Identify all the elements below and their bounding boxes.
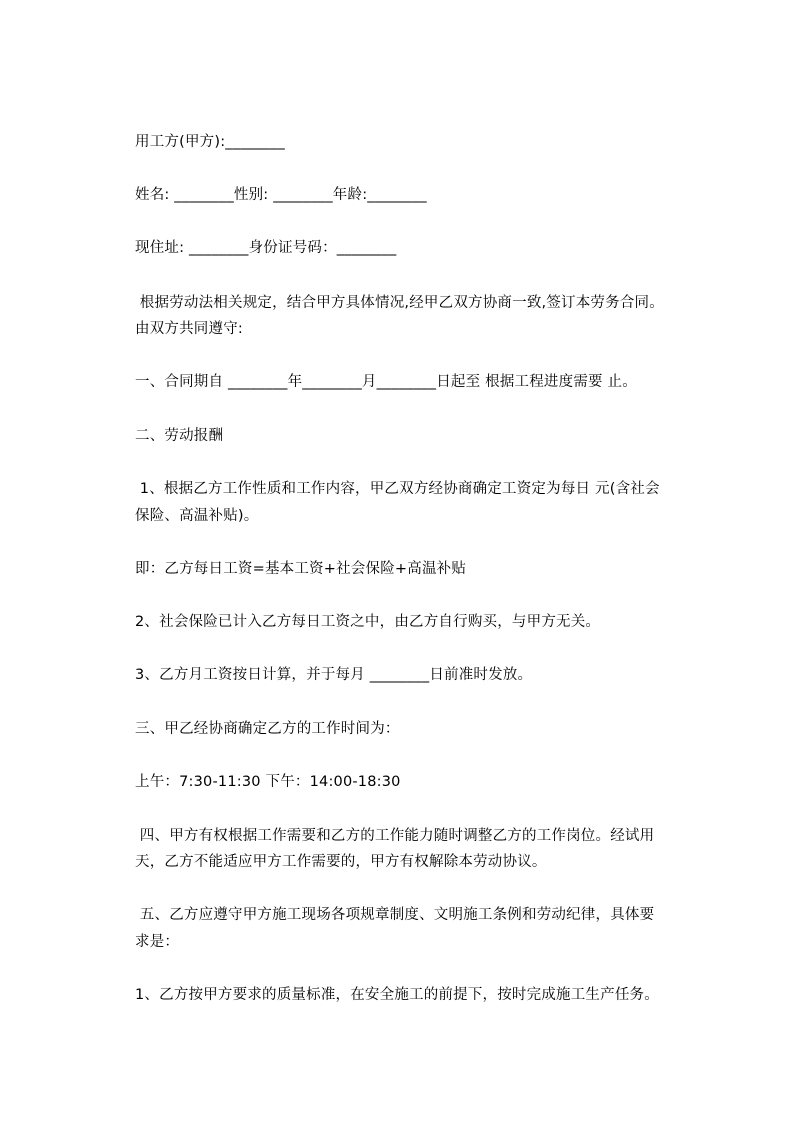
clause-4-line-1: 四、甲方有权根据工作需要和乙方的工作能力随时调整乙方的工作岗位。经试用	[135, 828, 655, 844]
name-gender-age-line: 姓名: ________性别: ________年龄:________	[135, 187, 427, 203]
clause-4-line-2: 天，乙方不能适应甲方工作需要的，甲方有权解除本劳动协议。	[135, 854, 547, 870]
address-id-line: 现住址: ________身份证号码：________	[135, 240, 397, 256]
clause-2-title: 二、劳动报酬	[135, 428, 224, 444]
clause-5-line-1: 五、乙方应遵守甲方施工现场各项规章制度、文明施工条例和劳动纪律，具体要	[135, 907, 655, 923]
clause-5-item-1: 1、乙方按甲方要求的质量标准，在安全施工的前提下，按时完成施工生产任务。	[135, 987, 659, 1003]
clause-2-wage-formula: 即：乙方每日工资=基本工资+社会保险+高温补贴	[135, 561, 467, 577]
clause-2-item-1-line-1: 1、根据乙方工作性质和工作内容，甲乙双方经协商确定工资定为每日 元(含社会	[135, 481, 660, 497]
clause-3-title: 三、甲乙经协商确定乙方的工作时间为：	[135, 721, 400, 737]
clause-5-line-2: 求是：	[135, 934, 180, 950]
clause-2-item-3: 3、乙方月工资按日计算，并于每月 ________日前准时发放。	[135, 667, 533, 683]
intro-paragraph-line-2: 由双方共同遵守:	[135, 321, 243, 337]
clause-2-item-1-line-2: 保险、高温补贴)。	[135, 508, 259, 524]
clause-2-item-2: 2、社会保险已计入乙方每日工资之中，由乙方自行购买，与甲方无关。	[135, 614, 601, 630]
clause-1-contract-period: 一、合同期自 ________年________月________日起至 根据工程进度需要 止。	[135, 374, 637, 390]
employer-line: 用工方(甲方):________	[135, 134, 285, 150]
clause-3-working-hours: 上午：7:30-11:30 下午：14:00-18:30	[135, 774, 401, 790]
intro-paragraph-line-1: 根据劳动法相关规定，结合甲方具体情况,经甲乙双方协商一致,签订本劳务合同。	[135, 295, 664, 311]
